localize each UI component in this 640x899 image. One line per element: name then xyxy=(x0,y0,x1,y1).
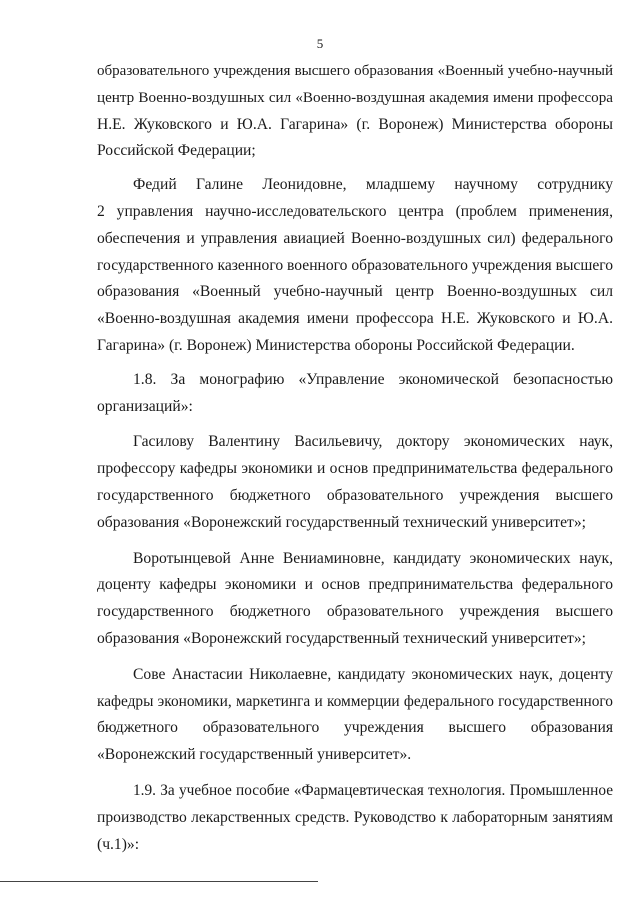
paragraph-line: профессору кафедры экономики и основ предпринимательства федерального xyxy=(97,460,613,478)
paragraph-item-1-8 xyxy=(97,367,613,421)
paragraph-line: бюджетного образовательного учреждения высшего образования xyxy=(97,719,613,737)
paragraph-fediy xyxy=(97,172,613,360)
paragraph-gasilov xyxy=(97,429,613,536)
paragraph-sova xyxy=(97,662,613,769)
paragraph-line: 2 управления научно-исследовательского центра (проблем применения, xyxy=(97,202,613,220)
paragraph-line: Гагарина» (г. Воронеж) Министерства обороны Российской Федерации. xyxy=(97,336,575,354)
document-body xyxy=(97,58,613,858)
paragraph-line: Сове Анастасии Николаевне, кандидату экономических наук, доценту xyxy=(133,665,613,683)
paragraph-institution-continuation xyxy=(97,58,613,165)
paragraph-line: производство лекарственных средств. Руководство к лабораторным занятиям xyxy=(97,808,613,826)
paragraph-line: центр Военно-воздушных сил «Военно-воздушная академия имени профессора xyxy=(97,89,613,106)
paragraph-line: «Военно-воздушная академия имени профессора Н.Е. Жуковского и Ю.А. xyxy=(97,310,613,328)
paragraph-line: 1.8. За монографию «Управление экономической безопасностью xyxy=(133,370,613,388)
paragraph-line: Воротынцевой Анне Вениаминовне, кандидату экономических наук, xyxy=(133,549,613,567)
paragraph-line: обеспечения и управления авиацией Военно-воздушных сил) федерального xyxy=(97,229,613,247)
paragraph-line: доценту кафедры экономики и основ предпринимательства федерального xyxy=(97,576,613,594)
paragraph-line: государственного казенного военного образовательного учреждения высшего xyxy=(97,256,614,274)
paragraph-line: Российской Федерации; xyxy=(97,142,256,160)
paragraph-line: образовательного учреждения высшего образования «Военный учебно-научный xyxy=(97,63,613,79)
paragraph-line: государственного бюджетного образовательного учреждения высшего xyxy=(97,603,613,621)
footer-rule xyxy=(0,881,318,882)
paragraph-line: образования «Воронежский государственный технический университет»; xyxy=(97,629,586,647)
paragraph-line: образования «Воронежский государственный технический университет»; xyxy=(97,513,586,531)
paragraph-vorotyntseva xyxy=(97,546,613,653)
paragraph-line: Федий Галине Леонидовне, младшему научному сотруднику xyxy=(133,176,613,194)
paragraph-line: «Воронежский государственный университет». xyxy=(97,746,412,764)
paragraph-line: кафедры экономики, маркетинга и коммерции федерального государственного xyxy=(97,692,613,710)
paragraph-line: Гасилову Валентину Васильевичу, доктору экономических наук, xyxy=(133,433,613,451)
paragraph-line: Н.Е. Жуковского и Ю.А. Гагарина» (г. Воронеж) Министерства обороны xyxy=(97,115,613,133)
paragraph-line: (ч.1)»: xyxy=(97,835,140,853)
paragraph-line: государственного бюджетного образовательного учреждения высшего xyxy=(97,486,613,504)
paragraph-line: образования «Военный учебно-научный центр Военно-воздушных сил xyxy=(97,283,613,301)
paragraph-line: 1.9. За учебное пособие «Фармацевтическая технология. Промышленное xyxy=(133,781,613,799)
paragraph-line: организаций»: xyxy=(97,397,193,415)
page-number: 5 xyxy=(316,36,324,51)
paragraph-item-1-9 xyxy=(97,778,613,858)
